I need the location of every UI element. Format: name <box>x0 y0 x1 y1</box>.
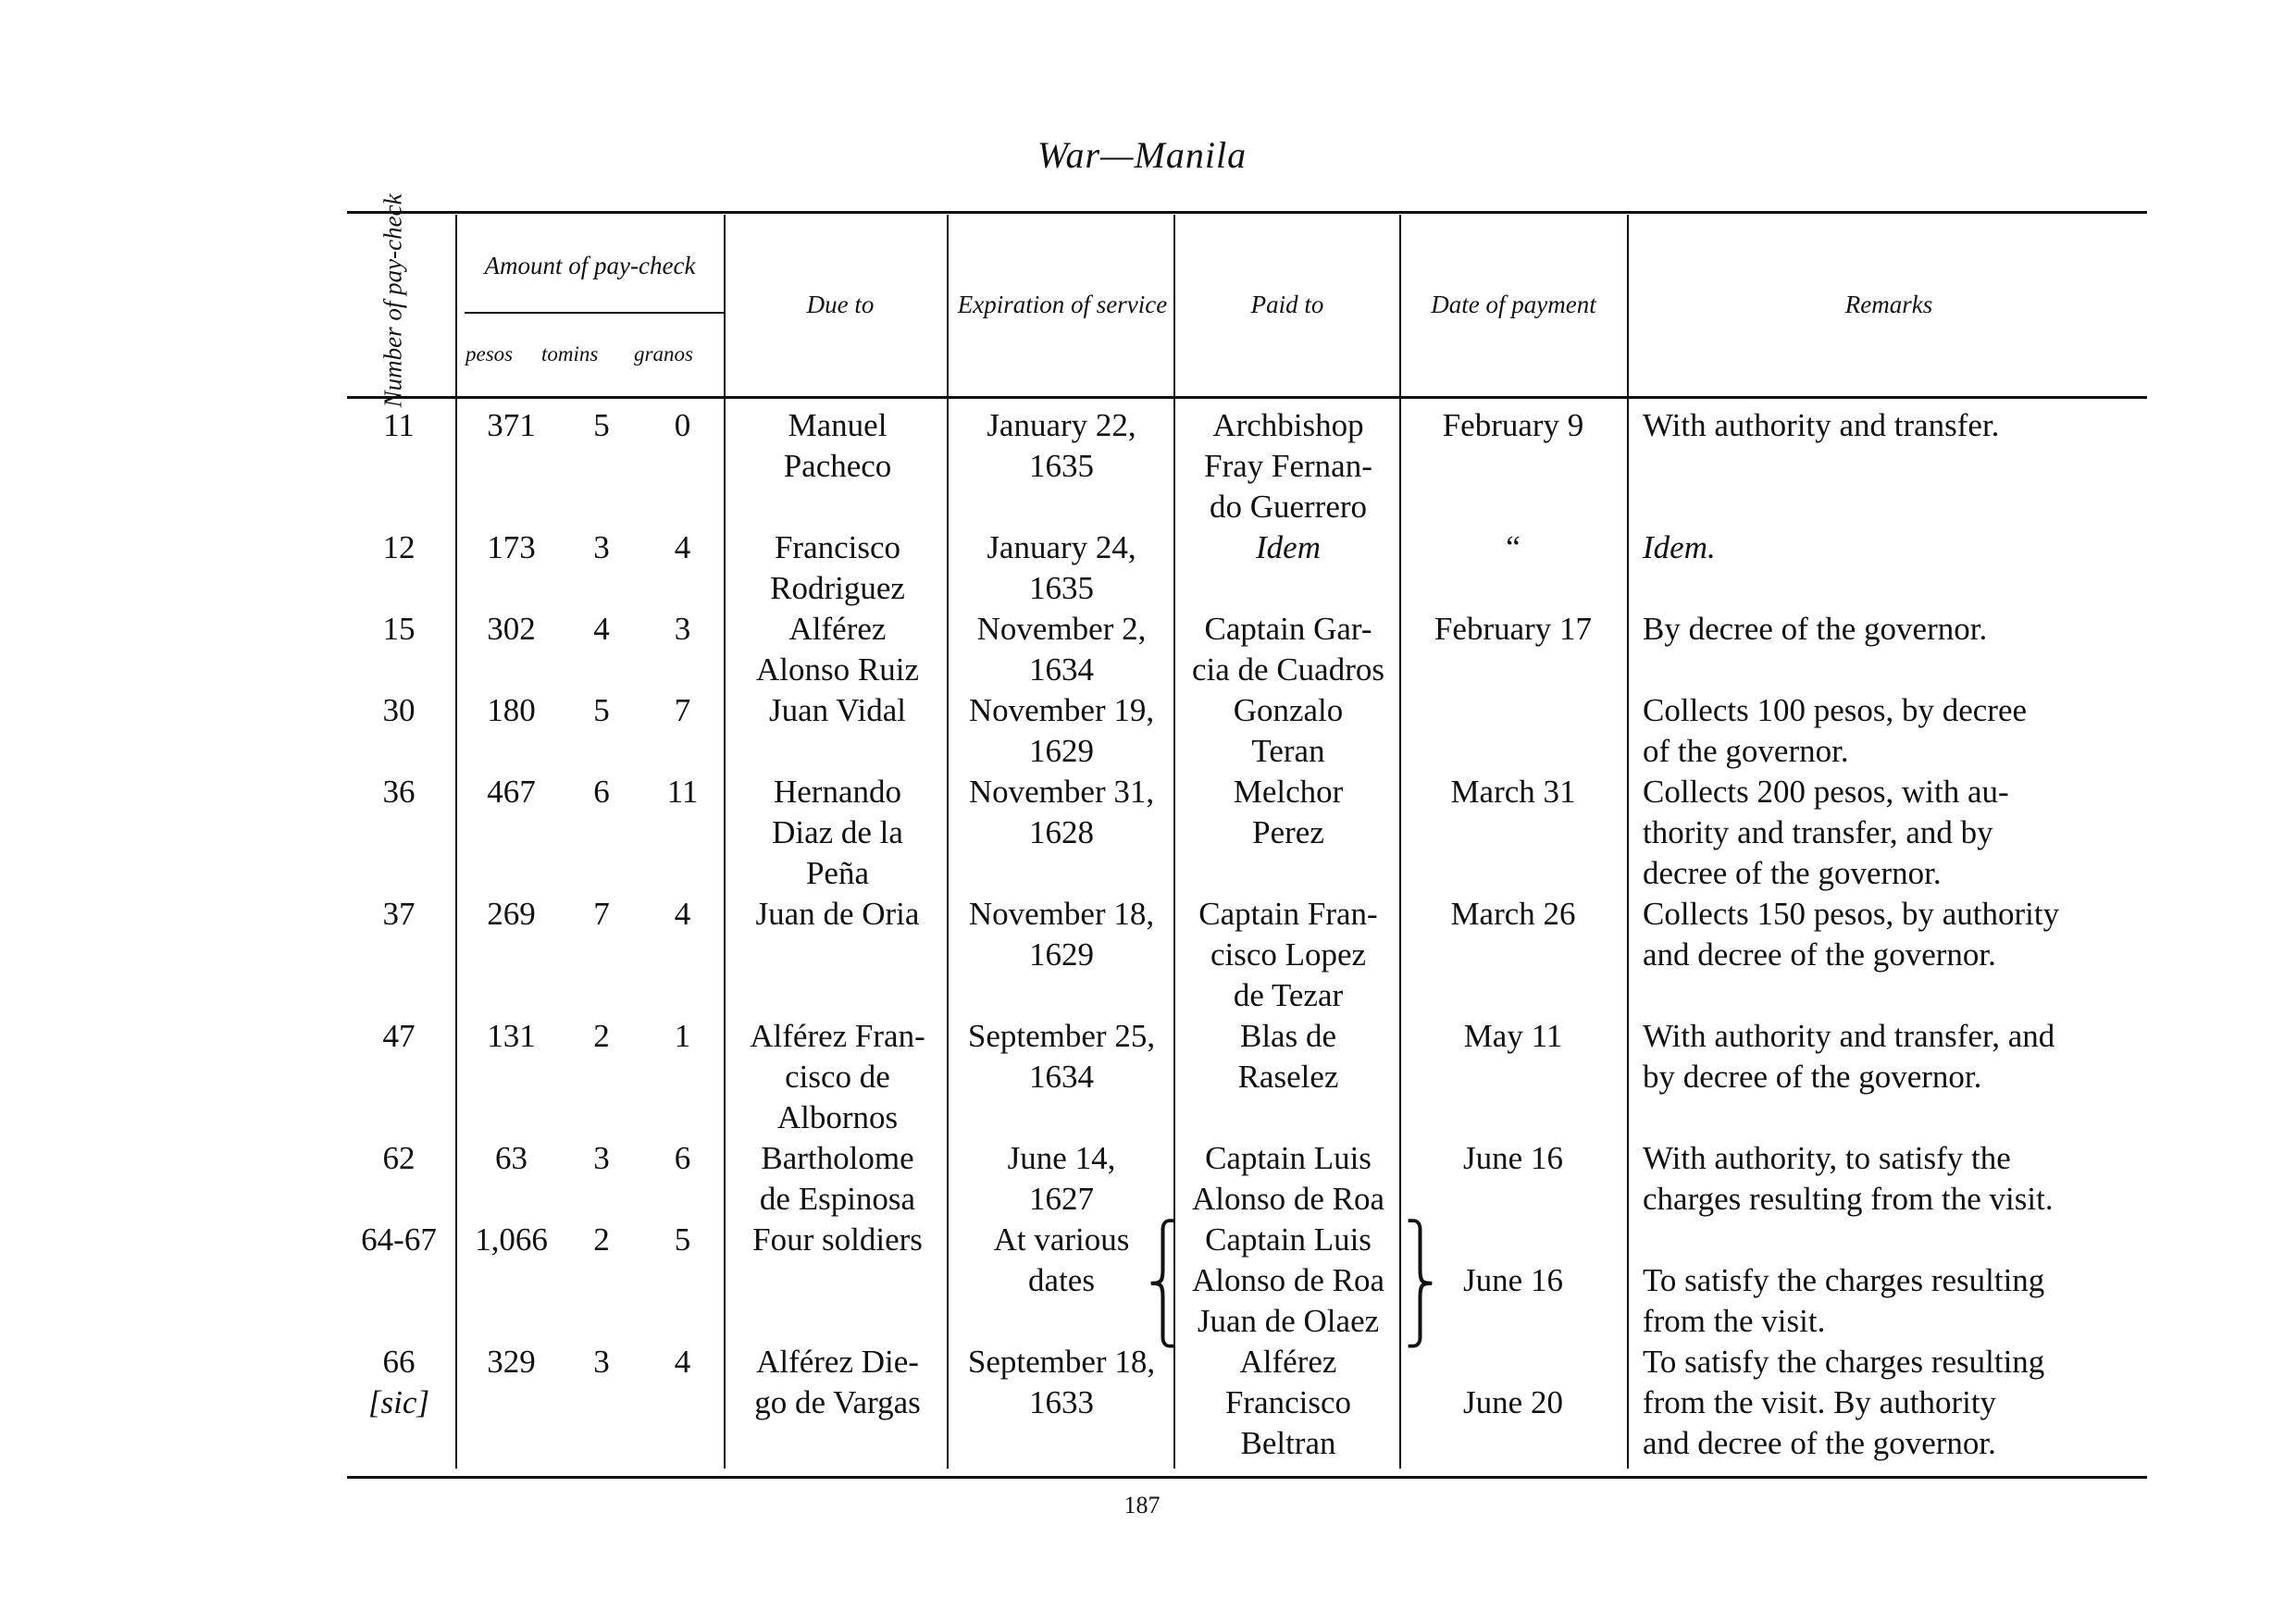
cell-value: 12 <box>382 529 416 565</box>
cell-paid-to <box>1177 690 1399 772</box>
table-header-rule <box>347 396 2147 399</box>
cell-date <box>1402 405 1624 446</box>
cell-line: and decree of the governor. <box>1643 1425 1996 1461</box>
cell-number <box>347 1016 451 1057</box>
cell-value: 0 <box>674 407 691 443</box>
cell-line: 1634 <box>1029 1059 1094 1095</box>
cell-line: 1635 <box>1029 448 1094 484</box>
cell-line: November 31, <box>968 774 1155 810</box>
header-expiration: Expiration of service <box>957 291 1168 319</box>
cell-line: Captain Luis <box>1205 1221 1372 1258</box>
cell-value: 6 <box>674 1140 691 1176</box>
cell-line: Captain Luis <box>1205 1140 1372 1176</box>
cell-number <box>347 405 451 446</box>
cell-line: dates <box>1028 1262 1095 1298</box>
cell-value: 30 <box>382 692 416 728</box>
cell-line: Teran <box>1251 733 1325 769</box>
cell-value: 47 <box>382 1018 416 1054</box>
cell-remarks <box>1643 609 2147 650</box>
cell-due-to <box>731 894 944 935</box>
cell-line: Francisco <box>1224 1384 1352 1420</box>
cell-value: 131 <box>487 1018 536 1054</box>
cell-line: 1629 <box>1029 733 1094 769</box>
cell-value: 302 <box>487 611 536 647</box>
right-brace-2: ⎬ <box>1405 1260 1435 1308</box>
cell-line: Beltran <box>1240 1425 1336 1461</box>
cell-number <box>347 1342 451 1423</box>
cell-remarks <box>1643 527 2147 568</box>
cell-value: February 9 <box>1442 407 1584 443</box>
cell-value: March 26 <box>1450 896 1576 932</box>
cell-line: Peña <box>805 855 870 891</box>
cell-date <box>1402 1016 1624 1057</box>
cell-paid-to <box>1177 1016 1399 1097</box>
cell-value: 66 <box>382 1344 416 1380</box>
cell-value: 3 <box>593 1140 610 1176</box>
cell-line: November 19, <box>968 692 1155 728</box>
cell-line: Alférez <box>1239 1344 1337 1380</box>
cell-paid-to <box>1177 527 1399 568</box>
cell-due-to <box>731 609 944 690</box>
cell-line: de Espinosa <box>759 1181 916 1217</box>
cell-line: Rodriguez <box>770 570 905 606</box>
cell-paid-to <box>1177 894 1399 1016</box>
cell-line: January 24, <box>987 529 1136 565</box>
cell-line: 1635 <box>1029 570 1094 606</box>
cell-line: Melchor <box>1233 774 1344 810</box>
cell-pesos <box>463 609 560 650</box>
cell-line: January 22, <box>987 407 1136 443</box>
cell-tomins <box>569 609 634 650</box>
cell-value: 5 <box>593 407 610 443</box>
cell-line: June 14, <box>1007 1140 1116 1176</box>
cell-value: “ <box>1506 529 1521 565</box>
cell-line: of the governor. <box>1643 733 1849 769</box>
cell-line: Juan de Olaez <box>1197 1303 1380 1339</box>
cell-line: Archbishop <box>1212 407 1364 443</box>
cell-value: 180 <box>487 692 536 728</box>
cell-pesos <box>463 1342 560 1382</box>
cell-value: 62 <box>382 1140 416 1176</box>
cell-expiration <box>950 1342 1173 1423</box>
cell-expiration <box>950 1016 1173 1097</box>
cell-paid-to <box>1177 405 1399 527</box>
cell-line: 1633 <box>1029 1384 1094 1420</box>
cell-line: go de Vargas <box>754 1384 921 1420</box>
cell-expiration <box>950 405 1173 487</box>
cell-value: 64-67 <box>361 1221 437 1258</box>
cell-pesos <box>463 1220 560 1260</box>
cell-date <box>1402 1382 1624 1423</box>
cell-number <box>347 772 451 812</box>
cell-pesos <box>463 772 560 812</box>
cell-line: decree of the governor. <box>1643 855 1942 891</box>
cell-expiration <box>950 894 1173 975</box>
cell-granos <box>648 772 717 812</box>
page-folio: 187 <box>1123 1492 1161 1519</box>
cell-line: cisco de <box>785 1059 890 1095</box>
cell-line: Albornos <box>776 1099 899 1135</box>
header-granos: granos <box>634 342 693 366</box>
cell-date <box>1402 1138 1624 1179</box>
cell-remarks <box>1643 894 2147 975</box>
cell-granos <box>648 690 717 731</box>
cell-value: June 16 <box>1463 1262 1563 1298</box>
cell-expiration <box>950 527 1173 609</box>
cell-value: 7 <box>593 896 610 932</box>
left-brace-2: ⎨ <box>1148 1260 1178 1308</box>
left-brace-3: ⎩ <box>1148 1301 1178 1348</box>
amount-subheader-rule <box>465 312 724 314</box>
cell-value: 63 <box>495 1140 528 1176</box>
cell-value: 15 <box>382 611 416 647</box>
table-bottom-rule <box>347 1476 2147 1479</box>
cell-paid-to <box>1177 772 1399 853</box>
cell-value: June 20 <box>1463 1384 1563 1420</box>
column-divider <box>947 215 949 1469</box>
cell-due-to <box>731 1220 944 1260</box>
cell-line: 1627 <box>1029 1181 1094 1217</box>
cell-due-to <box>731 772 944 894</box>
cell-tomins <box>569 894 634 935</box>
cell-line: Gonzalo <box>1233 692 1344 728</box>
cell-value: 329 <box>487 1344 536 1380</box>
cell-value: 36 <box>382 774 416 810</box>
cell-line: Manuel <box>788 407 888 443</box>
header-number: Number of pay-check <box>379 193 407 408</box>
cell-line: 1628 <box>1029 814 1094 850</box>
cell-line: Perez <box>1252 814 1324 850</box>
cell-number <box>347 1220 451 1260</box>
cell-value: 4 <box>674 1344 691 1380</box>
cell-line: To satisfy the charges resulting <box>1643 1344 2045 1380</box>
cell-value: 3 <box>593 1344 610 1380</box>
cell-line: Collects 150 pesos, by authority <box>1643 896 2060 932</box>
cell-pesos <box>463 690 560 731</box>
cell-line: Captain Gar- <box>1204 611 1372 647</box>
cell-due-to <box>731 1138 944 1220</box>
cell-date <box>1402 894 1624 935</box>
cell-granos <box>648 894 717 935</box>
cell-tomins <box>569 1220 634 1260</box>
cell-paid-to <box>1177 1138 1399 1220</box>
header-pesos: pesos <box>465 342 514 366</box>
cell-line: 1629 <box>1029 936 1094 973</box>
cell-value: 269 <box>487 896 536 932</box>
cell-tomins <box>569 690 634 731</box>
cell-value: March 31 <box>1450 774 1576 810</box>
header-remarks: Remarks <box>1844 291 1933 319</box>
cell-paid-to <box>1177 609 1399 690</box>
cell-pesos <box>463 405 560 446</box>
cell-value: 2 <box>593 1018 610 1054</box>
column-divider <box>455 215 457 1469</box>
cell-line: Juan Vidal <box>769 692 906 728</box>
cell-remarks <box>1643 1138 2147 1220</box>
cell-tomins <box>569 527 634 568</box>
cell-line: September 25, <box>967 1018 1156 1054</box>
cell-pesos <box>463 527 560 568</box>
cell-line: Collects 100 pesos, by decree <box>1643 692 2028 728</box>
cell-line: At various <box>993 1221 1130 1258</box>
cell-granos <box>648 405 717 446</box>
cell-value: May 11 <box>1463 1018 1563 1054</box>
cell-line: Pacheco <box>783 448 892 484</box>
right-brace-3: ⎭ <box>1405 1301 1435 1348</box>
cell-expiration <box>950 1220 1173 1301</box>
cell-pesos <box>463 1016 560 1057</box>
table-top-rule <box>347 211 2147 214</box>
cell-remarks <box>1643 1260 2147 1342</box>
cell-value: 371 <box>487 407 536 443</box>
cell-due-to <box>731 1016 944 1138</box>
cell-remarks <box>1643 1342 2147 1464</box>
cell-remarks <box>1643 690 2147 772</box>
cell-expiration <box>950 1138 1173 1220</box>
cell-line: Diaz de la <box>772 814 903 850</box>
cell-value: 3 <box>674 611 691 647</box>
cell-value: 4 <box>674 529 691 565</box>
column-divider <box>1399 215 1401 1469</box>
cell-line: Bartholome <box>761 1140 914 1176</box>
cell-number <box>347 894 451 935</box>
cell-line: Blas de <box>1239 1018 1336 1054</box>
cell-tomins <box>569 772 634 812</box>
cell-value: 3 <box>593 529 610 565</box>
cell-line: Captain Fran- <box>1198 896 1378 932</box>
page-title: War—Manila <box>1036 134 1248 176</box>
cell-paid-to <box>1177 1220 1399 1342</box>
cell-granos <box>648 609 717 650</box>
column-divider <box>1627 215 1629 1469</box>
cell-line: September 18, <box>967 1344 1156 1380</box>
cell-line: Juan de Oria <box>755 896 920 932</box>
left-brace-1: ⎧ <box>1148 1220 1178 1267</box>
cell-line: November 18, <box>968 896 1155 932</box>
cell-number <box>347 527 451 568</box>
sic-note: [sic] <box>367 1384 430 1420</box>
cell-date <box>1402 1260 1624 1301</box>
cell-date <box>1402 609 1624 650</box>
cell-line: charges resulting from the visit. <box>1643 1181 2054 1217</box>
cell-value: February 17 <box>1434 611 1593 647</box>
cell-pesos <box>463 894 560 935</box>
cell-line: Idem. <box>1643 529 1716 565</box>
cell-granos <box>648 1342 717 1382</box>
cell-value: 6 <box>593 774 610 810</box>
header-amount: Amount of pay-check <box>484 251 696 279</box>
cell-value: June 16 <box>1463 1140 1563 1176</box>
cell-value: 4 <box>593 611 610 647</box>
cell-line: With authority, to satisfy the <box>1643 1140 2011 1176</box>
cell-number <box>347 1138 451 1179</box>
cell-line: Four soldiers <box>752 1221 923 1258</box>
cell-line: Alférez <box>788 611 887 647</box>
cell-line: do Guerrero <box>1209 489 1368 525</box>
cell-granos <box>648 1016 717 1057</box>
cell-value: 11 <box>666 774 699 810</box>
cell-line: November 2, <box>976 611 1147 647</box>
cell-value: 1 <box>674 1018 691 1054</box>
cell-granos <box>648 1138 717 1179</box>
cell-line: 1634 <box>1029 651 1094 688</box>
cell-number <box>347 609 451 650</box>
cell-line: from the visit. By authority <box>1643 1384 1997 1420</box>
cell-tomins <box>569 1138 634 1179</box>
cell-value: 1,066 <box>475 1221 548 1258</box>
cell-line: cia de Cuadros <box>1192 651 1384 688</box>
cell-paid-to <box>1177 1342 1399 1464</box>
cell-tomins <box>569 1342 634 1382</box>
cell-line: Hernando <box>773 774 901 810</box>
header-due-to: Due to <box>806 291 875 319</box>
cell-line: de Tezar <box>1233 977 1344 1013</box>
cell-expiration <box>950 772 1173 853</box>
cell-line: thority and transfer, and by <box>1643 814 1993 850</box>
cell-pesos <box>463 1138 560 1179</box>
cell-value: 11 <box>383 407 415 443</box>
cell-tomins <box>569 1016 634 1057</box>
cell-number <box>347 690 451 731</box>
cell-due-to <box>731 1342 944 1423</box>
cell-value: 37 <box>382 896 416 932</box>
cell-line: cisco Lopez <box>1210 936 1367 973</box>
cell-date <box>1402 527 1624 568</box>
cell-due-to <box>731 690 944 731</box>
cell-line: Alférez Fran- <box>750 1018 925 1054</box>
cell-remarks <box>1643 772 2147 894</box>
cell-expiration <box>950 609 1173 690</box>
cell-value: 5 <box>593 692 610 728</box>
cell-line: Alonso Ruiz <box>756 651 919 688</box>
cell-line: Collects 200 pesos, with au- <box>1643 774 2009 810</box>
cell-line: To satisfy the charges resulting <box>1643 1262 2045 1298</box>
cell-line: Francisco <box>774 529 901 565</box>
cell-line: With authority and transfer. <box>1643 407 2000 443</box>
column-divider <box>724 215 726 1469</box>
cell-line: Fray Fernan- <box>1204 448 1372 484</box>
cell-remarks <box>1643 1016 2147 1097</box>
cell-line: by decree of the governor. <box>1643 1059 1982 1095</box>
cell-line: With authority and transfer, and <box>1643 1018 2055 1054</box>
cell-line: and decree of the governor. <box>1643 936 1996 973</box>
right-brace-1: ⎫ <box>1405 1220 1435 1267</box>
cell-value: 7 <box>674 692 691 728</box>
cell-value: 4 <box>674 896 691 932</box>
cell-line: By decree of the governor. <box>1643 611 1988 647</box>
cell-value: 467 <box>487 774 536 810</box>
cell-remarks <box>1643 405 2147 446</box>
cell-expiration <box>950 690 1173 772</box>
cell-tomins <box>569 405 634 446</box>
cell-line: Raselez <box>1237 1059 1339 1095</box>
cell-granos <box>648 527 717 568</box>
cell-line: Alonso de Roa <box>1191 1181 1385 1217</box>
cell-line: Alonso de Roa <box>1191 1262 1385 1298</box>
cell-line: from the visit. <box>1643 1303 1826 1339</box>
cell-due-to <box>731 527 944 609</box>
cell-line: Alférez Die- <box>756 1344 919 1380</box>
cell-line: Idem <box>1256 529 1321 565</box>
cell-value: 173 <box>487 529 536 565</box>
cell-value: 5 <box>674 1221 691 1258</box>
header-tomins: tomins <box>541 342 599 366</box>
cell-value: 2 <box>593 1221 610 1258</box>
cell-granos <box>648 1220 717 1260</box>
header-paid-to: Paid to <box>1250 291 1324 319</box>
cell-date <box>1402 772 1624 812</box>
cell-due-to <box>731 405 944 487</box>
header-date: Date of payment <box>1431 291 1596 319</box>
